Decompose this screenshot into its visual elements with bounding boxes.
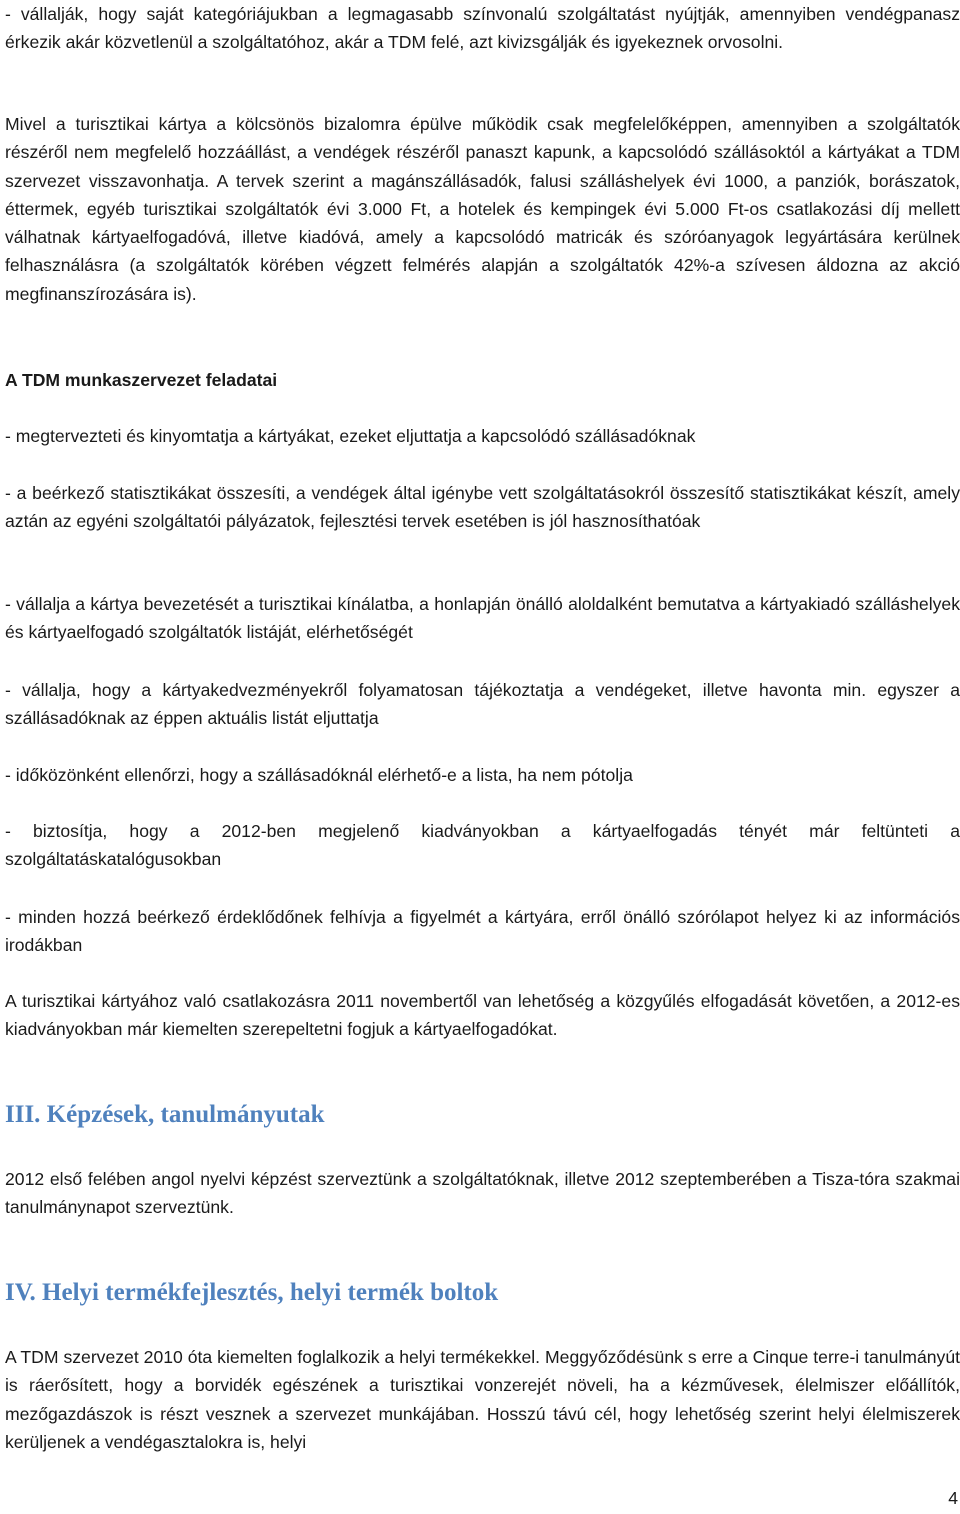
task-item-inform-guests: - vállalja, hogy a kártyakedvezményekről folyamatosan tájékoztatja a vendégeket, illetve havonta min. egyszer a szállásadóknak az éppen aktuális listát eljuttatja [5,680,960,729]
section-heading-trainings: III. Képzések, tanulmányutak [5,1101,325,1128]
paragraph-card-trust: Mivel a turisztikai kártya a kölcsönös bizalomra épülve működik csak megfelelőképpen, amennyiben a szolgáltatók részéről nem megfelelő hozzáállást, a vendégek részéről panaszt kapunk, a kapcsolódó szállásoktól a kártyákat a TDM szervezet visszavonhatja. A tervek szerint a magánszállásadók, falusi szálláshelyek évi 1000, a panziók, borászatok, éttermek, egyéb turisztikai szolgáltatók évi 3.000 Ft, a hotelek és kempingek évi 5.000 Ft-os csatlakozási díj mellett válhatnak kártyaelfogadóvá, illetve kiadóvá, amely a kapcsolódó matricák és szóróanyagok legyártására kerülnek felhasználásra (a szolgáltatók körében végzett felmérés alapján a szolgáltatók 42%-a szívesen áldozna az akció megfinanszírozására is). [5,114,960,304]
paragraph-trainings: 2012 első felében angol nyelvi képzést szerveztünk a szolgáltatóknak, illetve 2012 szeptemberében a Tisza-tóra szakmai tanulmánynapot szerveztünk. [5,1169,960,1218]
task-item-print-cards: - megtervezteti és kinyomtatja a kártyákat, ezeket eljuttatja a kapcsolódó szállásadóknak [5,426,696,446]
task-item-flyer: - minden hozzá beérkező érdeklődőnek felhívja a figyelmét a kártyára, erről önálló szórólapot helyez ki az információs irodákban [5,907,960,956]
section-heading-tdm-tasks: A TDM munkaszervezet feladatai [5,370,278,390]
task-item-check-list: - időközönként ellenőrzi, hogy a szállásadóknál elérhető-e a lista, ha nem pótolja [5,765,633,785]
task-item-introduce-card: - vállalja a kártya bevezetését a turisztikai kínálatba, a honlapján önálló aloldalként bemutatva a kártyakiadó szálláshelyek és kártyaelfogadó szolgáltatók listáját, elérhetőségét [5,594,960,643]
paragraph-local-products: A TDM szervezet 2010 óta kiemelten foglalkozik a helyi termékekkel. Meggyőződésünk s erre a Cinque terre-i tanulmányút is ráerősített, hogy a borvidék egészének a turisztikai vonzerejét növeli, ha a kézművesek, élelmiszer előállítók, mezőgazdászok is részt vesznek a szervezet munkájában. Hosszú távú cél, hogy lehetőség szerint helyi élelmiszerek kerüljenek a vendégasztalokra is, helyi [5,1347,960,1452]
section-heading-local-products: IV. Helyi termékfejlesztés, helyi termék boltok [5,1279,499,1306]
page-number: 4 [948,1488,958,1508]
paragraph-joining: A turisztikai kártyához való csatlakozásra 2011 novembertől van lehetőség a közgyűlés elfogadását követően, a 2012-es kiadványokban már kiemelten szerepeltetni fogjuk a kártyaelfogadókat. [5,991,960,1040]
task-item-publications: - biztosítja, hogy a 2012-ben megjelenő kiadványokban a kártyaelfogadás tényét már feltünteti a szolgáltatáskatalógusokban [5,821,960,870]
paragraph-service-commitment: - vállalják, hogy saját kategóriájukban a legmagasabb színvonalú szolgáltatást nyújtják, amennyiben vendégpanasz érkezik akár közvetlenül a szolgáltatóhoz, akár a TDM felé, azt kivizsgálják és igyekeznek orvosolni. [5,4,960,53]
task-item-statistics: - a beérkező statisztikákat összesíti, a vendégek által igénybe vett szolgáltatásokról összesítő statisztikákat készít, amely aztán az egyéni szolgáltatói pályázatok, fejlesztési tervek esetében is jól hasznosíthatóak [5,483,960,532]
